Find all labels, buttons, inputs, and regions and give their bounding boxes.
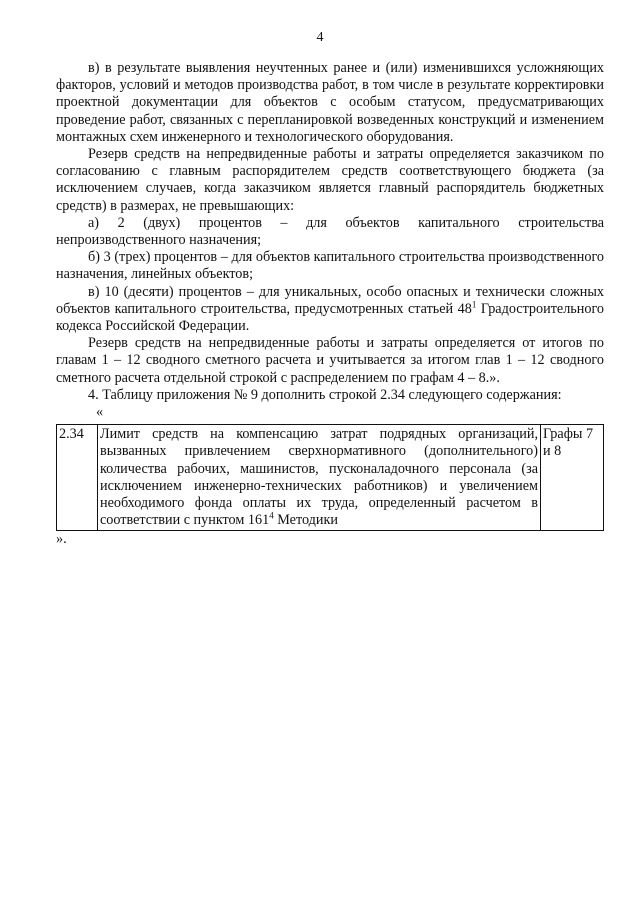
paragraph-a <box>56 215 604 249</box>
paragraph-v2-tail: Градостроительного кодекса Российской Федерации. <box>56 300 605 335</box>
row-text-tail: Методики <box>273 512 338 529</box>
paragraph-item-4: 4. Таблицу приложения № 9 дополнить строкой 2.34 следующего содержания: <box>88 386 562 403</box>
addition-table <box>56 424 604 531</box>
paragraph-reserve-2: Резерв средств на непредвиденные работы и затраты определяется от итогов по главам 1 – 12 сводного сметного расчета и учитывается за итогом глав 1 – 12 сводного сметного расчета отдельной строкой с распределением по графам 4 – 8.». <box>56 335 604 386</box>
quote-open: « <box>96 404 104 421</box>
paragraph-b <box>56 249 604 283</box>
row-text: Лимит средств на компенсацию затрат подрядных организаций, вызванных привлечением сверхнормативного (дополнительного) количества рабочих, машинистов, пусконаладочного персонала (за исключением инженерно-технических работников) и увеличением необходимого фонда оплаты их труда, определенный расчетом в соответствии с пунктом 161 <box>100 426 538 529</box>
paragraph-v-text: в результате выявления неучтенных ранее и (или) изменившихся усложняющих факторов, условий и методов производства работ, в том числе в результате корректировки проектной документации для объектов с особым статусом, предусматривающих проведение работ, связанных с перепланировкой возведенных конструкций и изменением монтажных схем инженерного и технологического оборудования. <box>56 60 605 145</box>
row-columns-cell: Графы 7 и 8 <box>541 425 604 531</box>
page-number: 4 <box>316 30 324 45</box>
paragraph-b-text: 3 (трех) процентов – для объектов капитального строительства производственного назначения, линейных объектов; <box>56 249 605 283</box>
row-text-cell <box>98 425 541 531</box>
paragraph-reserve: Резерв средств на непредвиденные работы и затраты определяется заказчиком по согласованию с главным распорядителем средств соответствующего бюджета (за исключением случаев, когда заказчиком является главный распорядитель бюджетных средств) в размерах, не превышающих: <box>56 146 604 214</box>
row-number-cell: 2.34 <box>57 425 98 531</box>
paragraph-v2-label: в) <box>88 283 100 300</box>
article-superscript: 1 <box>471 299 477 310</box>
table-row <box>57 425 604 531</box>
quote-close: ». <box>56 531 67 548</box>
paragraph-b-label: б) <box>88 249 100 266</box>
paragraph-v2 <box>56 284 604 336</box>
document-body <box>56 60 604 549</box>
paragraph-a-text: 2 (двух) процентов – для объектов капитального строительства непроизводственного назначения; <box>56 214 604 249</box>
paragraph-a-label: а) <box>88 214 100 231</box>
paragraph-v2-text: 10 (десяти) процентов – для уникальных, особо опасных и технически сложных объектов капитального строительства, предусмотренных статьей 48 <box>56 283 605 317</box>
clause-superscript: 4 <box>269 510 274 521</box>
paragraph-v <box>56 60 604 146</box>
paragraph-v-label: в) <box>88 60 100 76</box>
